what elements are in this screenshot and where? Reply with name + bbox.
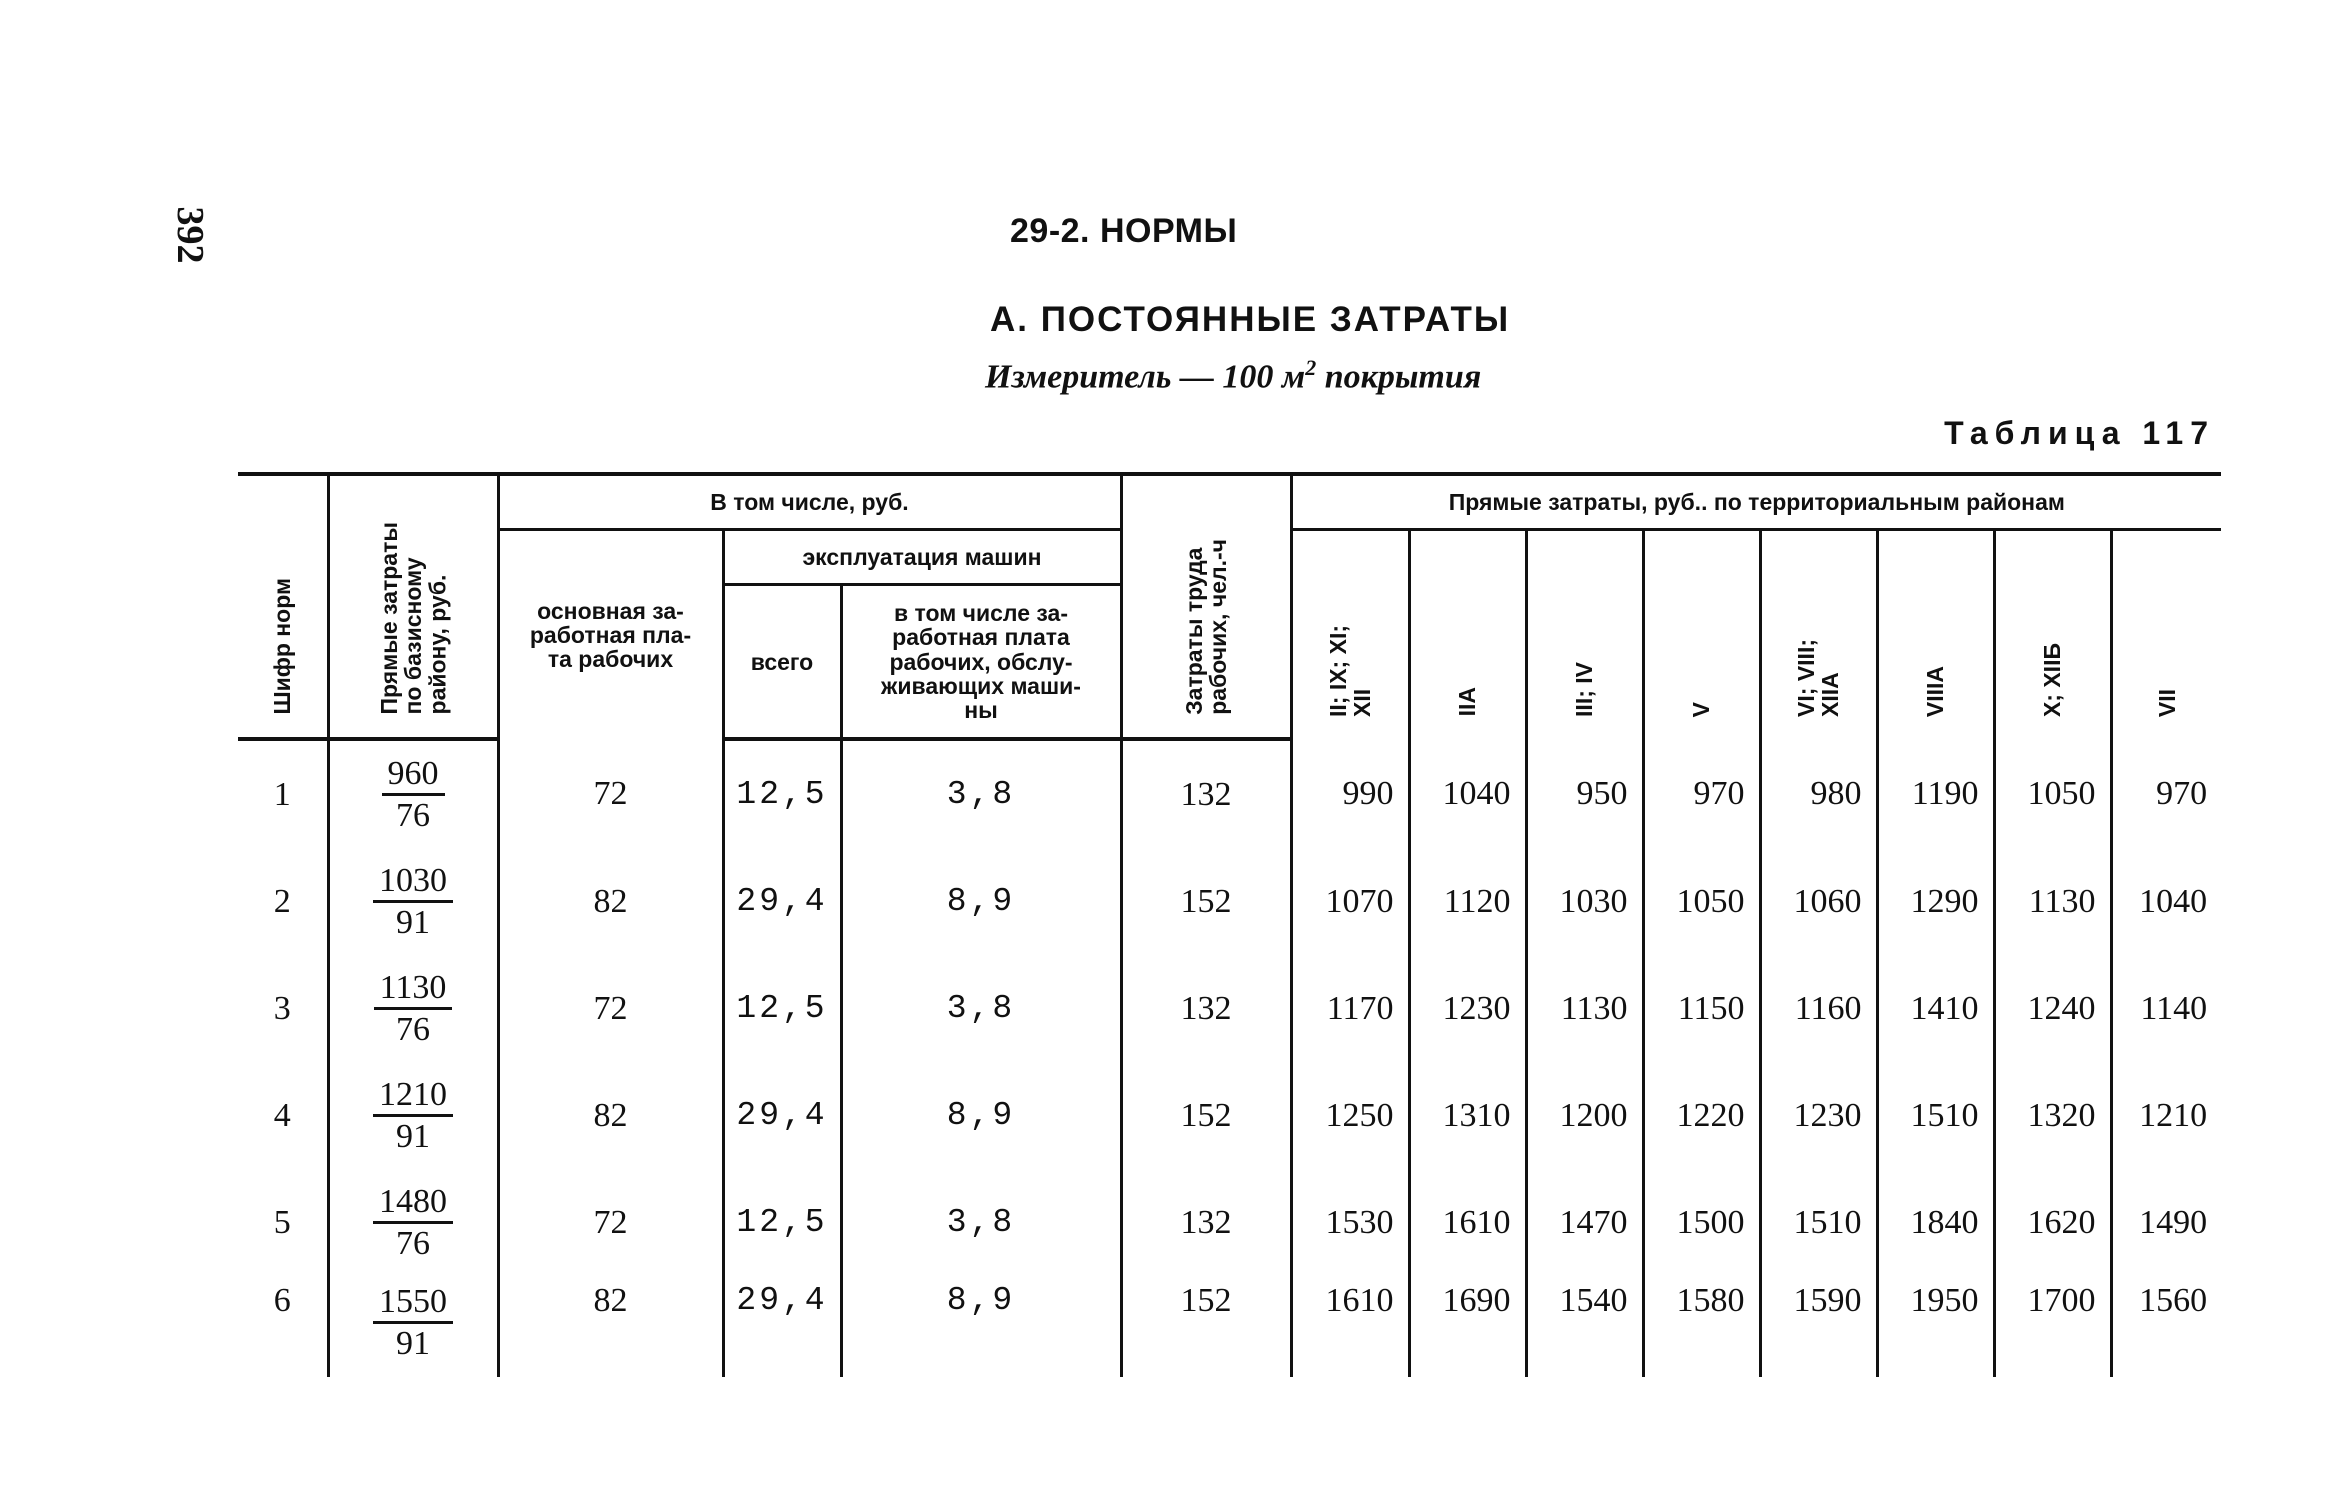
- cell-region-5: 980: [1760, 739, 1877, 848]
- cell-region-1: 1170: [1291, 955, 1409, 1062]
- cell-machines-wages: 3,8: [841, 739, 1121, 848]
- section-title: 29-2. НОРМЫ: [1010, 212, 1238, 250]
- cell-direct-base: [328, 1276, 498, 1377]
- header-wages: основная за- работная пла- та рабочих: [498, 530, 723, 740]
- header-region-5: VI; VIII; XIIА: [1760, 530, 1877, 740]
- cell-region-6: 1410: [1877, 955, 1994, 1062]
- header-region-6: VIIIА: [1877, 530, 1994, 740]
- cell-labor: 152: [1121, 1062, 1291, 1169]
- cell-region-8: 1210: [2111, 1062, 2221, 1169]
- header-region-1: II; IX; XI; XII: [1291, 530, 1409, 740]
- cell-region-1: 990: [1291, 739, 1409, 848]
- header-direct-base: Прямые затраты по базисному району, руб.: [328, 474, 498, 739]
- cell-direct-base: [328, 955, 498, 1062]
- table-number: Таблица 117: [1944, 415, 2215, 451]
- cell-machines-wages: 3,8: [841, 955, 1121, 1062]
- cell-region-8: 1560: [2111, 1276, 2221, 1377]
- cell-region-1: 1250: [1291, 1062, 1409, 1169]
- cell-region-6: 1510: [1877, 1062, 1994, 1169]
- measure-text: Измеритель — 100 м: [985, 358, 1306, 396]
- cell-wages: 82: [498, 1276, 723, 1377]
- header-code: Шифр норм: [238, 474, 328, 739]
- cell-region-2: 1310: [1409, 1062, 1526, 1169]
- cell-region-6: 1840: [1877, 1169, 1994, 1276]
- cell-machines-total: 12,5: [723, 955, 841, 1062]
- cell-wages: 72: [498, 739, 723, 848]
- cell-region-5: 1060: [1760, 848, 1877, 955]
- header-incl-group: В том числе, руб.: [498, 474, 1121, 530]
- page-number: 392: [169, 206, 211, 264]
- fraction: [374, 968, 453, 1049]
- cell-labor: 132: [1121, 739, 1291, 848]
- cell-code: 6: [273, 1282, 291, 1319]
- fraction-bottom: 91: [396, 1118, 430, 1155]
- cell-region-4: 1050: [1643, 848, 1760, 955]
- cell-code: 1: [273, 775, 291, 813]
- cell-region-7: 1130: [1994, 848, 2111, 955]
- cell-region-7: 1320: [1994, 1062, 2111, 1169]
- norms-table: [238, 472, 2221, 1377]
- table-row: [238, 955, 2221, 1062]
- cell-region-3: 1200: [1526, 1062, 1643, 1169]
- table-row: [238, 1276, 2221, 1377]
- cell-region-2: 1120: [1409, 848, 1526, 955]
- cell-region-7: 1050: [1994, 739, 2111, 848]
- cell-region-8: 1040: [2111, 848, 2221, 955]
- cell-region-1: 1530: [1291, 1169, 1409, 1276]
- cell-region-2: 1230: [1409, 955, 1526, 1062]
- cell-machines-wages: 8,9: [841, 848, 1121, 955]
- cell-region-1: 1610: [1291, 1276, 1409, 1377]
- fraction: [373, 1282, 453, 1363]
- cell-region-2: 1690: [1409, 1276, 1526, 1377]
- fraction: [373, 861, 453, 942]
- cell-region-5: 1160: [1760, 955, 1877, 1062]
- cell-machines-total: 12,5: [723, 1169, 841, 1276]
- header-machines-group: эксплуатация машин: [723, 530, 1121, 585]
- cell-wages: 72: [498, 955, 723, 1062]
- cell-machines-total: 29,4: [723, 1062, 841, 1169]
- cell-wages: 82: [498, 848, 723, 955]
- cell-region-6: 1290: [1877, 848, 1994, 955]
- fraction-bottom: 91: [396, 1325, 430, 1363]
- fraction-top: 1550: [373, 1282, 453, 1324]
- header-region-7: X; XIIБ: [1994, 530, 2111, 740]
- cell-region-5: 1590: [1760, 1276, 1877, 1377]
- header-region-2: IIА: [1409, 530, 1526, 740]
- header-labor: Затраты труда рабочих, чел.-ч: [1121, 474, 1291, 739]
- cell-code: 3: [273, 989, 291, 1027]
- table-row: [238, 848, 2221, 955]
- measure-unit: [985, 355, 1481, 396]
- measure-sup: 2: [1305, 355, 1317, 380]
- cell-region-3: 950: [1526, 739, 1643, 848]
- cell-region-7: 1700: [1994, 1276, 2111, 1377]
- cell-region-1: 1070: [1291, 848, 1409, 955]
- fraction-bottom: 91: [396, 904, 430, 941]
- cell-direct-base: [328, 1062, 498, 1169]
- cell-machines-wages: 8,9: [841, 1276, 1121, 1377]
- cell-region-4: 1220: [1643, 1062, 1760, 1169]
- table-body: [238, 739, 2221, 1377]
- fraction-bottom: 76: [396, 797, 430, 834]
- header-machines-total: всего: [723, 585, 841, 739]
- header-regions-group: Прямые затраты, руб.. по территориальным районам: [1291, 474, 2221, 530]
- cell-machines-wages: 3,8: [841, 1169, 1121, 1276]
- cell-region-3: 1030: [1526, 848, 1643, 955]
- cell-machines-wages: 8,9: [841, 1062, 1121, 1169]
- cell-machines-total: 12,5: [723, 739, 841, 848]
- cell-wages: 82: [498, 1062, 723, 1169]
- fraction-bottom: 76: [396, 1011, 430, 1048]
- cell-labor: 152: [1121, 848, 1291, 955]
- cell-code: 5: [273, 1203, 291, 1241]
- table-row: [238, 1062, 2221, 1169]
- cell-code: 2: [273, 882, 291, 920]
- header-machines-wages: в том числе за- работная плата рабочих, обслу- живающих маши- ны: [841, 585, 1121, 739]
- cell-region-6: 1950: [1877, 1276, 1994, 1377]
- cell-region-7: 1240: [1994, 955, 2111, 1062]
- cell-region-8: 1490: [2111, 1169, 2221, 1276]
- cell-direct-base: [328, 1169, 498, 1276]
- cell-region-4: 970: [1643, 739, 1760, 848]
- fraction-top: 1210: [373, 1075, 453, 1117]
- cell-region-2: 1040: [1409, 739, 1526, 848]
- table-row: [238, 739, 2221, 848]
- cell-region-3: 1540: [1526, 1276, 1643, 1377]
- cell-machines-total: 29,4: [723, 848, 841, 955]
- measure-tail: покрытия: [1316, 358, 1482, 396]
- header-region-3: III; IV: [1526, 530, 1643, 740]
- cell-labor: 132: [1121, 955, 1291, 1062]
- fraction-top: 1480: [373, 1182, 453, 1224]
- fraction-top: 1030: [373, 861, 453, 903]
- fraction-top: 960: [382, 754, 445, 796]
- cell-region-4: 1150: [1643, 955, 1760, 1062]
- cell-code: 4: [273, 1096, 291, 1134]
- subtitle: А. ПОСТОЯННЫЕ ЗАТРАТЫ: [990, 300, 1511, 339]
- cell-region-4: 1500: [1643, 1169, 1760, 1276]
- cell-wages: 72: [498, 1169, 723, 1276]
- cell-region-3: 1470: [1526, 1169, 1643, 1276]
- table-row: [238, 1169, 2221, 1276]
- cell-region-6: 1190: [1877, 739, 1994, 848]
- cell-region-8: 1140: [2111, 955, 2221, 1062]
- cell-region-5: 1230: [1760, 1062, 1877, 1169]
- cell-direct-base: [328, 848, 498, 955]
- cell-region-8: 970: [2111, 739, 2221, 848]
- cell-direct-base: [328, 739, 498, 848]
- cell-region-3: 1130: [1526, 955, 1643, 1062]
- cell-labor: 152: [1121, 1276, 1291, 1377]
- header-region-8: VII: [2111, 530, 2221, 740]
- fraction: [373, 1182, 453, 1263]
- cell-region-2: 1610: [1409, 1169, 1526, 1276]
- fraction: [382, 754, 445, 835]
- fraction-top: 1130: [374, 968, 453, 1010]
- header-region-4: V: [1643, 530, 1760, 740]
- fraction: [373, 1075, 453, 1156]
- cell-region-4: 1580: [1643, 1276, 1760, 1377]
- cell-machines-total: 29,4: [723, 1276, 841, 1377]
- cell-region-7: 1620: [1994, 1169, 2111, 1276]
- fraction-bottom: 76: [396, 1225, 430, 1262]
- cell-labor: 132: [1121, 1169, 1291, 1276]
- cell-region-5: 1510: [1760, 1169, 1877, 1276]
